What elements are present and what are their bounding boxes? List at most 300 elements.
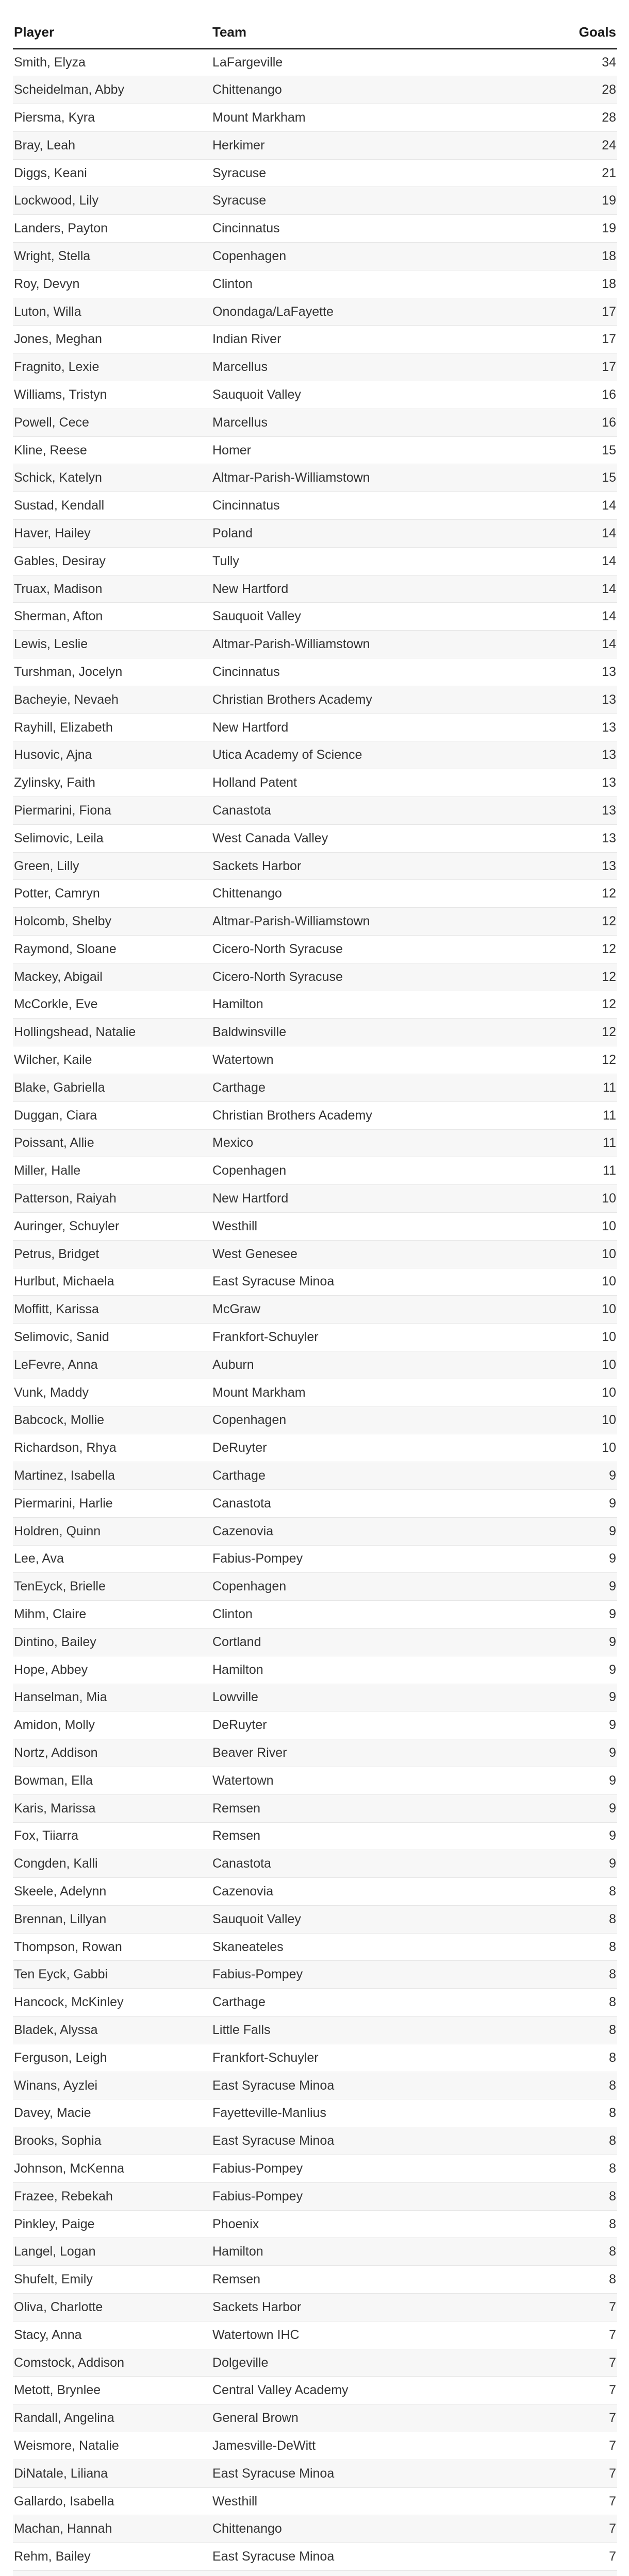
player-cell: Moffitt, Karissa — [13, 1296, 211, 1324]
goals-cell: 9 — [521, 1739, 617, 1767]
team-cell: Remsen — [211, 2266, 521, 2294]
goals-cell: 8 — [521, 1933, 617, 1961]
goals-cell: 9 — [521, 1628, 617, 1656]
table-row — [13, 326, 617, 353]
team-cell: Lowville — [211, 1684, 521, 1711]
goals-cell: 8 — [521, 1878, 617, 1906]
team-cell: Cincinnatus — [211, 492, 521, 520]
team-cell: Cortland — [211, 1628, 521, 1656]
player-cell — [13, 2571, 211, 2576]
table-row — [13, 104, 617, 132]
table-row — [13, 2543, 617, 2571]
player-cell: Lee, Ava — [13, 1545, 211, 1573]
goals-cell: 12 — [521, 880, 617, 908]
table-row — [13, 741, 617, 769]
team-cell: McGraw — [211, 1296, 521, 1324]
player-cell: Blake, Gabriella — [13, 1074, 211, 1101]
table-row — [13, 2127, 617, 2155]
table-row — [13, 1101, 617, 1129]
table-row — [13, 2238, 617, 2266]
team-cell: Cincinnatus — [211, 658, 521, 686]
team-cell: Copenhagen — [211, 1573, 521, 1601]
team-cell: Hamilton — [211, 991, 521, 1019]
table-row — [13, 1684, 617, 1711]
team-cell: Cazenovia — [211, 1517, 521, 1545]
table-row — [13, 243, 617, 270]
table-row — [13, 1185, 617, 1213]
goals-cell: 28 — [521, 104, 617, 132]
team-cell: Cicero-North Syracuse — [211, 963, 521, 991]
player-cell: Potter, Camryn — [13, 880, 211, 908]
goals-cell: 10 — [521, 1296, 617, 1324]
player-cell: Machan, Hannah — [13, 2515, 211, 2543]
goals-cell: 8 — [521, 2266, 617, 2294]
table-row — [13, 2377, 617, 2404]
player-cell: Holdren, Quinn — [13, 1517, 211, 1545]
table-row — [13, 1767, 617, 1794]
team-cell: East Syracuse Minoa — [211, 1268, 521, 1296]
goals-cell: 16 — [521, 381, 617, 409]
player-cell: Mihm, Claire — [13, 1601, 211, 1629]
goals-cell: 7 — [521, 2543, 617, 2571]
table-row — [13, 2571, 617, 2576]
team-cell: Copenhagen — [211, 1406, 521, 1434]
player-cell: Auringer, Schuyler — [13, 1212, 211, 1240]
goals-cell: 8 — [521, 1989, 617, 2016]
team-cell: Mount Markham — [211, 104, 521, 132]
goals-cell: 7 — [521, 2404, 617, 2432]
team-cell: General Brown — [211, 2404, 521, 2432]
team-cell: Altmar-Parish-Williamstown — [211, 464, 521, 492]
player-cell: Wilcher, Kaile — [13, 1046, 211, 1074]
team-cell: Sackets Harbor — [211, 2294, 521, 2321]
player-cell: Karis, Marissa — [13, 1794, 211, 1822]
team-cell: Skaneateles — [211, 1933, 521, 1961]
goals-cell: 10 — [521, 1379, 617, 1406]
player-cell: Frazee, Rebekah — [13, 2182, 211, 2210]
team-cell: Fabius-Pompey — [211, 2155, 521, 2183]
team-cell: Fabius-Pompey — [211, 1545, 521, 1573]
table-row — [13, 187, 617, 215]
goals-cell: 10 — [521, 1324, 617, 1351]
player-cell: Miller, Halle — [13, 1157, 211, 1185]
table-row — [13, 2266, 617, 2294]
table-row — [13, 1074, 617, 1101]
player-cell: Sherman, Afton — [13, 603, 211, 631]
team-cell: Beaver River — [211, 1739, 521, 1767]
team-cell: West Genesee — [211, 1240, 521, 1268]
goals-cell: 13 — [521, 769, 617, 797]
table-row — [13, 76, 617, 104]
goals-cell: 13 — [521, 824, 617, 852]
goals-cell: 17 — [521, 326, 617, 353]
team-cell: Watertown — [211, 1046, 521, 1074]
team-cell: Poland — [211, 520, 521, 548]
goals-cell: 34 — [521, 48, 617, 76]
team-cell: Sauquoit Valley — [211, 381, 521, 409]
team-cell: Altmar-Parish-Williamstown — [211, 631, 521, 658]
team-cell — [211, 2571, 521, 2576]
table-row — [13, 963, 617, 991]
table-row — [13, 1545, 617, 1573]
table-row — [13, 2016, 617, 2044]
goals-cell: 9 — [521, 1462, 617, 1490]
player-cell: Gallardo, Isabella — [13, 2487, 211, 2515]
table-row — [13, 769, 617, 797]
table-row — [13, 1379, 617, 1406]
team-cell: Sackets Harbor — [211, 852, 521, 880]
player-cell: Thompson, Rowan — [13, 1933, 211, 1961]
player-cell: Weismore, Natalie — [13, 2432, 211, 2460]
team-cell: LaFargeville — [211, 48, 521, 76]
player-cell: Brennan, Lillyan — [13, 1905, 211, 1933]
table-row — [13, 1324, 617, 1351]
goals-cell: 15 — [521, 464, 617, 492]
player-cell: McCorkle, Eve — [13, 991, 211, 1019]
player-cell: Poissant, Allie — [13, 1129, 211, 1157]
player-cell: Shufelt, Emily — [13, 2266, 211, 2294]
team-cell: DeRuyter — [211, 1434, 521, 1462]
goals-cell: 9 — [521, 1767, 617, 1794]
team-cell: East Syracuse Minoa — [211, 2127, 521, 2155]
table-row — [13, 1878, 617, 1906]
table-row — [13, 686, 617, 714]
team-cell: Phoenix — [211, 2210, 521, 2238]
goals-cell: 9 — [521, 1684, 617, 1711]
goals-cell: 8 — [521, 2210, 617, 2238]
goals-cell: 7 — [521, 2487, 617, 2515]
player-cell: Piermarini, Harlie — [13, 1489, 211, 1517]
goals-cell: 11 — [521, 1074, 617, 1101]
table-row — [13, 2182, 617, 2210]
header-row — [13, 16, 617, 48]
player-cell: Vunk, Maddy — [13, 1379, 211, 1406]
goals-cell: 13 — [521, 686, 617, 714]
table-row — [13, 1212, 617, 1240]
goals-cell: 9 — [521, 1573, 617, 1601]
team-cell: Copenhagen — [211, 1157, 521, 1185]
player-cell: Landers, Payton — [13, 215, 211, 243]
goals-cell: 18 — [521, 270, 617, 298]
goals-cell: 9 — [521, 1850, 617, 1878]
table-row — [13, 1601, 617, 1629]
goals-cell: 8 — [521, 2182, 617, 2210]
player-cell: Truax, Madison — [13, 575, 211, 603]
table-row — [13, 714, 617, 741]
table-row — [13, 991, 617, 1019]
team-cell: East Syracuse Minoa — [211, 2072, 521, 2099]
goals-cell: 8 — [521, 2155, 617, 2183]
table-row — [13, 464, 617, 492]
goals-cell: 11 — [521, 1157, 617, 1185]
goals-cell: 13 — [521, 658, 617, 686]
table-row — [13, 1989, 617, 2016]
team-cell: Clinton — [211, 1601, 521, 1629]
table-row — [13, 1434, 617, 1462]
table-row — [13, 797, 617, 825]
goals-table — [13, 16, 617, 2576]
player-cell: LeFevre, Anna — [13, 1351, 211, 1379]
team-cell: Frankfort-Schuyler — [211, 2044, 521, 2072]
table-row — [13, 353, 617, 381]
player-cell: Williams, Tristyn — [13, 381, 211, 409]
team-cell: Canastota — [211, 1489, 521, 1517]
player-cell: DiNatale, Liliana — [13, 2460, 211, 2487]
team-cell: Christian Brothers Academy — [211, 686, 521, 714]
goals-cell: 15 — [521, 436, 617, 464]
team-cell: Fabius-Pompey — [211, 2182, 521, 2210]
team-cell: Chittenango — [211, 76, 521, 104]
table-row — [13, 2404, 617, 2432]
player-cell: Piersma, Kyra — [13, 104, 211, 132]
player-cell: Mackey, Abigail — [13, 963, 211, 991]
goals-cell: 8 — [521, 1961, 617, 1989]
goals-cell: 7 — [521, 2460, 617, 2487]
team-cell: Remsen — [211, 1822, 521, 1850]
table-row — [13, 436, 617, 464]
team-cell: Indian River — [211, 326, 521, 353]
team-cell: Marcellus — [211, 353, 521, 381]
table-row — [13, 2044, 617, 2072]
goals-cell: 12 — [521, 991, 617, 1019]
player-cell: Luton, Willa — [13, 298, 211, 326]
team-cell: Fayetteville-Manlius — [211, 2099, 521, 2127]
table-row — [13, 1905, 617, 1933]
player-cell: Selimovic, Leila — [13, 824, 211, 852]
table-body — [13, 48, 617, 2576]
team-cell: New Hartford — [211, 714, 521, 741]
player-cell: Green, Lilly — [13, 852, 211, 880]
table-row — [13, 2294, 617, 2321]
goals-cell: 9 — [521, 1545, 617, 1573]
player-cell: Patterson, Raiyah — [13, 1185, 211, 1213]
table-row — [13, 2487, 617, 2515]
player-cell: Duggan, Ciara — [13, 1101, 211, 1129]
table-row — [13, 2099, 617, 2127]
goals-cell: 9 — [521, 1601, 617, 1629]
table-row — [13, 2321, 617, 2349]
table-row — [13, 131, 617, 159]
goals-cell: 14 — [521, 520, 617, 548]
player-cell: Rehm, Bailey — [13, 2543, 211, 2571]
player-cell: Skeele, Adelynn — [13, 1878, 211, 1906]
goals-cell: 10 — [521, 1268, 617, 1296]
team-cell: Canastota — [211, 797, 521, 825]
player-cell: Raymond, Sloane — [13, 936, 211, 963]
team-cell: Hamilton — [211, 2238, 521, 2266]
table-row — [13, 2210, 617, 2238]
player-cell: Congden, Kalli — [13, 1850, 211, 1878]
player-cell: Schick, Katelyn — [13, 464, 211, 492]
table-row — [13, 880, 617, 908]
player-cell: Rayhill, Elizabeth — [13, 714, 211, 741]
table-row — [13, 1046, 617, 1074]
team-cell: Canastota — [211, 1850, 521, 1878]
table-row — [13, 270, 617, 298]
goals-cell: 13 — [521, 852, 617, 880]
table-row — [13, 2460, 617, 2487]
table-row — [13, 1573, 617, 1601]
goals-cell: 17 — [521, 298, 617, 326]
goals-cell: 12 — [521, 1046, 617, 1074]
goals-cell: 17 — [521, 353, 617, 381]
player-cell: Ferguson, Leigh — [13, 2044, 211, 2072]
goals-cell: 10 — [521, 1212, 617, 1240]
player-cell: Randall, Angelina — [13, 2404, 211, 2432]
goals-cell: 13 — [521, 714, 617, 741]
team-cell: Auburn — [211, 1351, 521, 1379]
goals-cell: 19 — [521, 215, 617, 243]
team-cell: Dolgeville — [211, 2349, 521, 2377]
player-cell: Lockwood, Lily — [13, 187, 211, 215]
player-cell: Selimovic, Sanid — [13, 1324, 211, 1351]
player-cell: Husovic, Ajna — [13, 741, 211, 769]
team-cell: Baldwinsville — [211, 1019, 521, 1046]
player-cell: Hancock, McKinley — [13, 1989, 211, 2016]
goals-cell: 10 — [521, 1406, 617, 1434]
table-row — [13, 1240, 617, 1268]
player-cell: TenEyck, Brielle — [13, 1573, 211, 1601]
goals-cell: 7 — [521, 2294, 617, 2321]
player-cell: Hanselman, Mia — [13, 1684, 211, 1711]
goals-cell: 11 — [521, 1101, 617, 1129]
team-cell: Cazenovia — [211, 1878, 521, 1906]
team-cell: Carthage — [211, 1989, 521, 2016]
player-cell: Zylinsky, Faith — [13, 769, 211, 797]
goals-cell: 10 — [521, 1434, 617, 1462]
team-cell: Mexico — [211, 1129, 521, 1157]
table-row — [13, 1462, 617, 1490]
table-row — [13, 631, 617, 658]
team-cell: Carthage — [211, 1462, 521, 1490]
goals-cell: 12 — [521, 908, 617, 936]
player-cell: Fragnito, Lexie — [13, 353, 211, 381]
player-cell: Winans, Ayzlei — [13, 2072, 211, 2099]
player-cell: Powell, Cece — [13, 409, 211, 436]
goals-cell: 14 — [521, 547, 617, 575]
player-cell: Roy, Devyn — [13, 270, 211, 298]
column-header-team[interactable]: Team — [211, 16, 521, 48]
team-cell: Chittenango — [211, 880, 521, 908]
table-row — [13, 1157, 617, 1185]
table-row — [13, 908, 617, 936]
table-row — [13, 1268, 617, 1296]
table-row — [13, 2072, 617, 2099]
team-cell: Utica Academy of Science — [211, 741, 521, 769]
goals-cell: 12 — [521, 963, 617, 991]
player-cell: Scheidelman, Abby — [13, 76, 211, 104]
player-cell: Holcomb, Shelby — [13, 908, 211, 936]
team-cell: DeRuyter — [211, 1711, 521, 1739]
team-cell: Cicero-North Syracuse — [211, 936, 521, 963]
table-row — [13, 2155, 617, 2183]
team-cell: East Syracuse Minoa — [211, 2543, 521, 2571]
goals-cell: 7 — [521, 2377, 617, 2404]
player-cell: Diggs, Keani — [13, 159, 211, 187]
player-cell: Sustad, Kendall — [13, 492, 211, 520]
goals-cell: 9 — [521, 1517, 617, 1545]
team-cell: Westhill — [211, 2487, 521, 2515]
team-cell: Central Valley Academy — [211, 2377, 521, 2404]
team-cell: Hamilton — [211, 1656, 521, 1684]
player-cell: Fox, Tiiarra — [13, 1822, 211, 1850]
goals-cell: 8 — [521, 2072, 617, 2099]
goals-cell: 14 — [521, 575, 617, 603]
column-header-goals[interactable]: Goals — [521, 16, 617, 48]
player-cell: Lewis, Leslie — [13, 631, 211, 658]
player-cell: Oliva, Charlotte — [13, 2294, 211, 2321]
table-row — [13, 492, 617, 520]
table-row — [13, 1933, 617, 1961]
team-cell: Frankfort-Schuyler — [211, 1324, 521, 1351]
player-cell: Gables, Desiray — [13, 547, 211, 575]
table-row — [13, 852, 617, 880]
team-cell: Jamesville-DeWitt — [211, 2432, 521, 2460]
player-cell: Hurlbut, Michaela — [13, 1268, 211, 1296]
table-row — [13, 2432, 617, 2460]
table-row — [13, 1351, 617, 1379]
table-row — [13, 1961, 617, 1989]
player-cell: Bacheyie, Nevaeh — [13, 686, 211, 714]
player-cell: Hope, Abbey — [13, 1656, 211, 1684]
column-header-player[interactable]: Player — [13, 16, 211, 48]
player-cell: Haver, Hailey — [13, 520, 211, 548]
goals-cell: 12 — [521, 1019, 617, 1046]
team-cell: Little Falls — [211, 2016, 521, 2044]
table-row — [13, 1489, 617, 1517]
team-cell: Altmar-Parish-Williamstown — [211, 908, 521, 936]
table-row — [13, 575, 617, 603]
player-cell: Kline, Reese — [13, 436, 211, 464]
team-cell: New Hartford — [211, 1185, 521, 1213]
goals-cell: 12 — [521, 936, 617, 963]
goals-cell: 8 — [521, 2127, 617, 2155]
goals-cell: 7 — [521, 2321, 617, 2349]
team-cell: Mount Markham — [211, 1379, 521, 1406]
team-cell: Watertown IHC — [211, 2321, 521, 2349]
player-cell: Bray, Leah — [13, 131, 211, 159]
player-cell: Metott, Brynlee — [13, 2377, 211, 2404]
table-row — [13, 1628, 617, 1656]
goals-cell: 19 — [521, 187, 617, 215]
team-cell: Carthage — [211, 1074, 521, 1101]
table-row — [13, 2515, 617, 2543]
goals-cell: 9 — [521, 1822, 617, 1850]
player-cell: Comstock, Addison — [13, 2349, 211, 2377]
goals-cell: 10 — [521, 1240, 617, 1268]
goals-cell: 24 — [521, 131, 617, 159]
table-row — [13, 1129, 617, 1157]
team-cell: West Canada Valley — [211, 824, 521, 852]
team-cell: Fabius-Pompey — [211, 1961, 521, 1989]
goals-cell: 9 — [521, 1711, 617, 1739]
goals-cell: 13 — [521, 741, 617, 769]
player-cell: Pinkley, Paige — [13, 2210, 211, 2238]
player-cell: Davey, Macie — [13, 2099, 211, 2127]
team-cell: Cincinnatus — [211, 215, 521, 243]
player-cell: Johnson, McKenna — [13, 2155, 211, 2183]
table-row — [13, 159, 617, 187]
table-row — [13, 1850, 617, 1878]
goals-cell: 10 — [521, 1351, 617, 1379]
table-row — [13, 409, 617, 436]
goals-cell: 8 — [521, 2016, 617, 2044]
goals-cell: 11 — [521, 1129, 617, 1157]
player-cell: Langel, Logan — [13, 2238, 211, 2266]
table-row — [13, 1296, 617, 1324]
table-row — [13, 1656, 617, 1684]
team-cell: Watertown — [211, 1767, 521, 1794]
